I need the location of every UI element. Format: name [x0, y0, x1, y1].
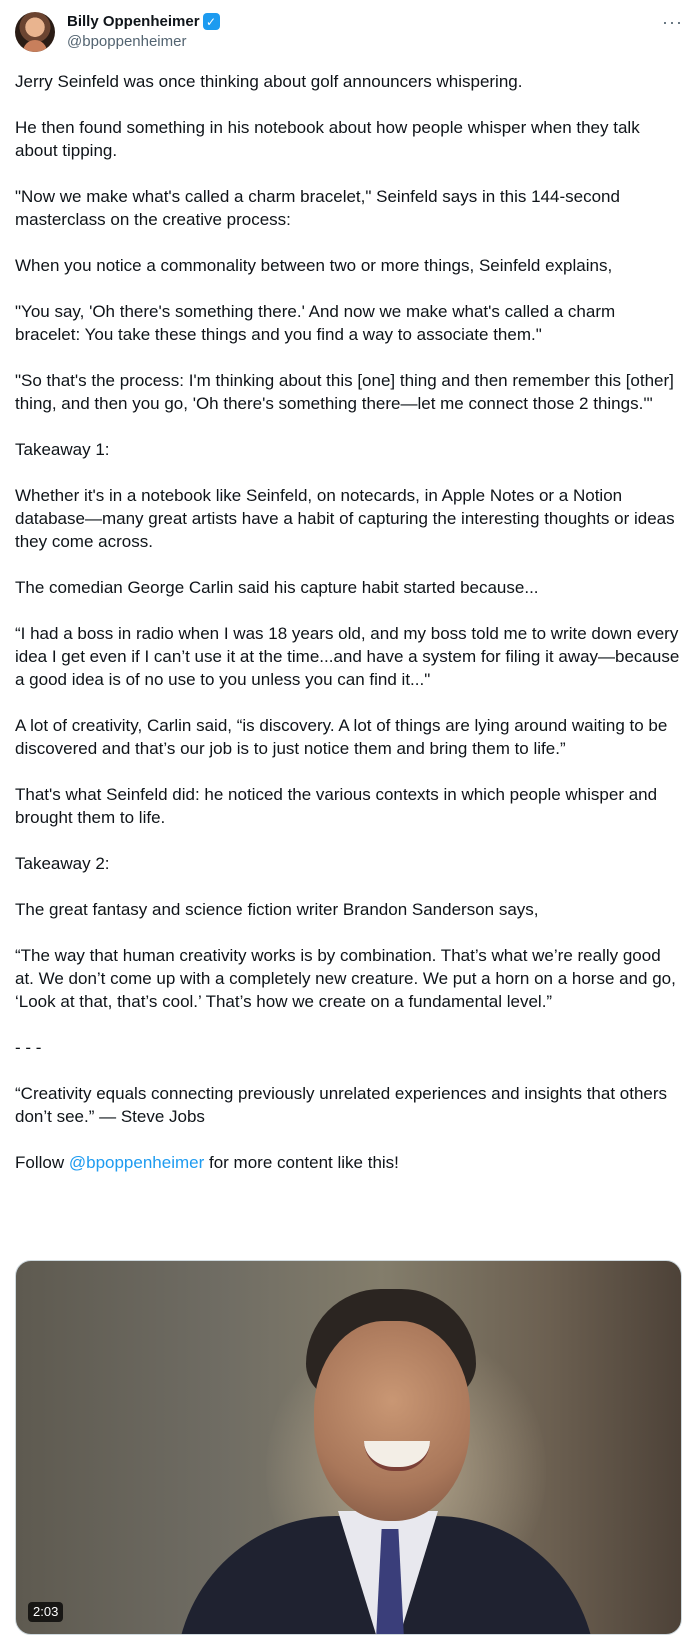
- tweet-text: [15, 70, 683, 1174]
- video-player[interactable]: [15, 1260, 682, 1635]
- verified-badge-icon: ✓: [203, 13, 220, 30]
- more-options-icon[interactable]: ···: [662, 12, 683, 32]
- follow-suffix: for more content like this!: [204, 1153, 399, 1172]
- author-name-row: [67, 13, 220, 30]
- author-avatar[interactable]: [15, 12, 55, 52]
- mention-link[interactable]: @bpoppenheimer: [68, 1153, 205, 1172]
- tweet-header: [15, 12, 683, 56]
- tweet-body-text: Jerry Seinfeld was once thinking about golf announcers whispering. He then found something in his notebook about how people whisper when they talk about tipping. "Now we make what's called a charm bracelet," Seinfeld says in this 144-second masterclass on the creative process: When you notice a commonality between two or more things, Seinfeld explains, "You say, 'Oh there's something there.' And now we make what's called a charm bracelet: You take these things and you find a way to associate them." "So that's the process: I'm thinking about this [one] thing and then remember this [other] thing, and then you go, 'Oh there's something there—let me connect those 2 things.'" Takeaway 1: Whether it's in a notebook like Seinfeld, on notecards, in Apple Notes or a Notion database—many great artists have a habit of capturing the interesting thoughts or ideas they come across. The comedian George Carlin said his capture habit started because... “I had a boss in radio when I was 18 years old, and my boss told me to write down every idea I get even if I can’t use it at the time...and have a system for filing it away—because a good idea is of no use to you unless you can find it..." A lot of creativity, Carlin said, “is discovery. A lot of things are lying around waiting to be discovered and that’s our job is to just notice them and bring them to life.” That's what Seinfeld did: he noticed the various contexts in which people whisper and brought them to life. Takeaway 2: The great fantasy and science fiction writer Brandon Sanderson says, “The way that human creativity works is by combination. That’s what we’re really good at. We don’t come up with a completely new creature. We put a horn on a horse and go, ‘Look at that, that’s cool.’ That’s how we create on a fundamental level.” - - - “Creativity equals connecting previously unrelated experiences and insights that others don’t see.” — Steve Jobs: [15, 72, 680, 1126]
- follow-prefix: Follow: [15, 1153, 69, 1172]
- author-handle[interactable]: @bpoppenheimer: [67, 33, 187, 50]
- video-duration-badge: 2:03: [28, 1602, 63, 1622]
- video-figure-face: [314, 1321, 470, 1521]
- author-display-name[interactable]: Billy Oppenheimer: [67, 13, 200, 30]
